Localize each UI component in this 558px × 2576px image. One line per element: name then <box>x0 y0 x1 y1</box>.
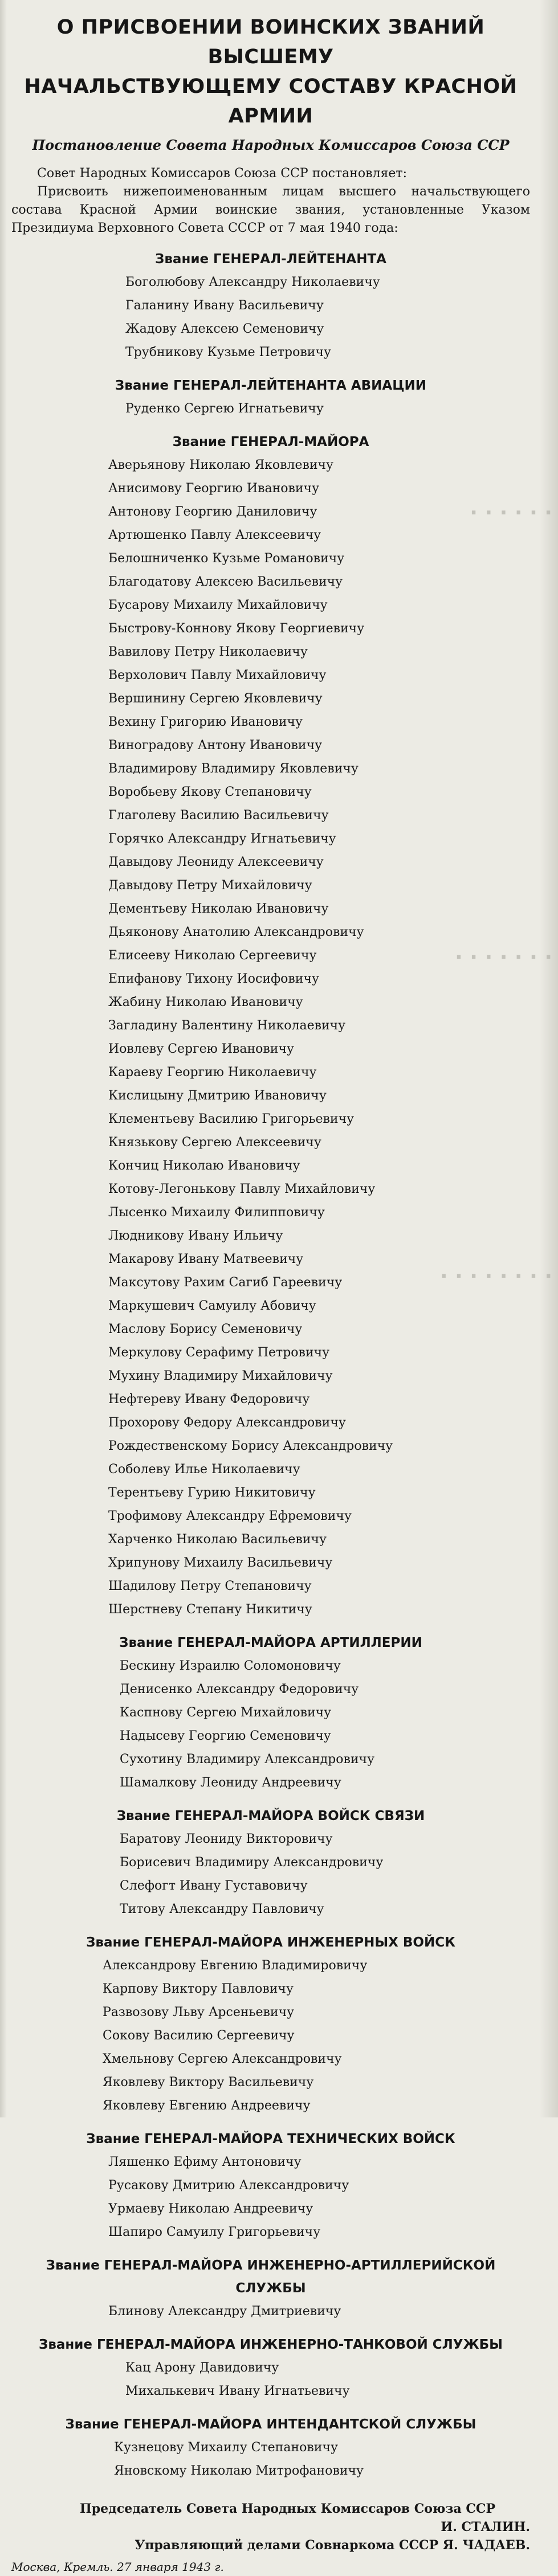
rank-section <box>11 2128 530 2244</box>
name-entry: Вершинину Сергею Яковлевичу <box>108 692 323 706</box>
name-entry: Давыдову Петру Михайловичу <box>108 878 312 893</box>
name-entry: Иовлеву Сергею Ивановичу <box>108 1042 294 1056</box>
name-list <box>11 1954 530 2117</box>
name-entry: Маркушевич Самуилу Абовичу <box>108 1299 316 1313</box>
name-list <box>11 2150 530 2244</box>
name-entry: Горячко Александру Игнатьевичу <box>108 832 336 846</box>
name-entry: Меркулову Серафиму Петровичу <box>108 1346 330 1360</box>
name-entry: Лысенко Михаилу Филипповичу <box>108 1205 325 1220</box>
name-list <box>11 1827 530 1921</box>
name-entry: Сокову Василию Сергеевичу <box>103 2029 295 2043</box>
name-list <box>11 453 530 1621</box>
name-entry: Яковлеву Евгению Андреевичу <box>103 2099 311 2113</box>
name-entry: Кончиц Николаю Ивановичу <box>108 1159 300 1173</box>
name-entry: Сухотину Владимиру Александровичу <box>120 1752 375 1767</box>
rank-section <box>11 2413 530 2483</box>
rank-heading: Звание ГЕНЕРАЛ-МАЙОРА ВОЙСК СВЯЗИ <box>116 1809 425 1823</box>
dateline: Москва, Кремль. 27 января 1943 г. <box>11 2560 224 2574</box>
name-entry: Анисимову Георгию Ивановичу <box>108 481 320 496</box>
name-entry: Надысеву Георгию Семеновичу <box>120 1729 331 1743</box>
name-entry: Шамалкову Леониду Андреевичу <box>120 1776 341 1790</box>
rank-heading: Звание ГЕНЕРАЛ-МАЙОРА ИНТЕНДАНТСКОЙ СЛУЖБЫ <box>65 2417 476 2432</box>
name-entry: Александрову Евгению Владимировичу <box>103 1958 368 1973</box>
name-list <box>11 2300 530 2323</box>
intro <box>11 165 530 238</box>
name-entry: Терентьеву Гурию Никитовичу <box>108 1486 316 1500</box>
rank-section <box>11 431 530 1621</box>
bleed-through-text: · · · · · · · · <box>439 1265 552 1288</box>
name-entry: Людникову Ивану Ильичу <box>108 1229 283 1243</box>
signoff <box>11 2500 530 2576</box>
rank-heading: Звание ГЕНЕРАЛ-МАЙОРА ИНЖЕНЕРНО-ТАНКОВОЙ СЛУЖБЫ <box>38 2337 503 2352</box>
name-entry: Дьяконову Анатолию Александровичу <box>108 925 364 939</box>
name-entry: Карпову Виктору Павловичу <box>103 1982 294 1996</box>
bleed-through-text: · · · · · · · <box>455 946 552 969</box>
rank-sections <box>11 248 530 2483</box>
rank-heading: Звание ГЕНЕРАЛ-МАЙОРА АРТИЛЛЕРИИ <box>119 1635 422 1650</box>
rank-heading: Звание ГЕНЕРАЛ-ЛЕЙТЕНАНТА <box>155 252 386 267</box>
name-entry: Трубникову Кузьме Петровичу <box>125 345 331 359</box>
name-entry: Блинову Александру Дмитриевичу <box>108 2304 341 2319</box>
name-entry: Максутову Рахим Сагиб Гареевичу <box>108 1275 343 1290</box>
name-entry: Благодатову Алексею Васильевичу <box>108 575 343 589</box>
name-entry: Быстрову-Коннову Якову Георгиевичу <box>108 621 365 636</box>
intro-paragraph: Совет Народных Комиссаров Союза ССР постановляет: <box>37 166 407 181</box>
chairman-title: Председатель Совета Народных Комиссаров Союза ССР <box>80 2501 495 2516</box>
name-entry: Яковлеву Виктору Васильевичу <box>103 2075 314 2090</box>
name-entry: Князькову Сергею Алексеевичу <box>108 1135 321 1150</box>
name-entry: Баратову Леониду Викторовичу <box>120 1832 333 1846</box>
name-entry: Дементьеву Николаю Ивановичу <box>108 902 329 916</box>
name-entry: Галанину Ивану Васильевичу <box>125 299 324 313</box>
name-entry: Руденко Сергею Игнатьевичу <box>125 402 324 416</box>
name-entry: Титову Александру Павловичу <box>120 1902 324 1916</box>
name-entry: Караеву Георгию Николаевичу <box>108 1065 317 1080</box>
name-entry: Вехину Григорию Ивановичу <box>108 715 303 729</box>
name-entry: Воробьеву Якову Степановичу <box>108 785 312 799</box>
name-entry: Кац Арону Давидовичу <box>125 2361 279 2375</box>
name-entry: Денисенко Александру Федоровичу <box>120 1682 359 1696</box>
name-entry: Хмельнову Сергею Александровичу <box>103 2052 342 2066</box>
name-entry: Макарову Ивану Матвеевичу <box>108 1252 304 1266</box>
headline-line-1: О ПРИСВОЕНИИ ВОИНСКИХ ЗВАНИЙ ВЫСШЕМУ <box>56 16 485 68</box>
name-entry: Кислицыну Дмитрию Ивановичу <box>108 1089 327 1103</box>
name-entry: Урмаеву Николаю Андреевичу <box>108 2202 313 2216</box>
rank-section <box>11 2254 530 2323</box>
name-entry: Развозову Льву Арсеньевичу <box>103 2005 295 2019</box>
name-list <box>11 2356 530 2403</box>
name-entry: Аверьянову Николаю Яковлевичу <box>108 458 334 472</box>
rank-section <box>11 2333 530 2403</box>
name-entry: Михалькевич Ивану Игнатьевичу <box>125 2384 350 2398</box>
rank-section <box>11 1805 530 1921</box>
adjacent-column-edge-left <box>0 0 7 2117</box>
name-entry: Слефогт Ивану Густавовичу <box>120 1879 308 1893</box>
name-entry: Мухину Владимиру Михайловичу <box>108 1369 333 1383</box>
name-entry: Ляшенко Ефиму Антоновичу <box>108 2155 302 2169</box>
name-entry: Бусарову Михаилу Михайловичу <box>108 598 328 612</box>
rank-heading: Звание ГЕНЕРАЛ-МАЙОРА <box>172 435 369 449</box>
name-entry: Давыдову Леониду Алексеевичу <box>108 855 324 869</box>
name-entry: Харченко Николаю Васильевичу <box>108 1532 327 1547</box>
chairman-name: И. СТАЛИН. <box>441 2520 530 2534</box>
bleed-through-text: · · · · · · <box>470 501 552 525</box>
name-entry: Рождественскому Борису Александровичу <box>108 1439 393 1453</box>
name-list <box>11 397 530 420</box>
name-entry: Артюшенко Павлу Алексеевичу <box>108 528 321 542</box>
name-entry: Прохорову Федору Александровичу <box>108 1416 346 1430</box>
name-entry: Глаголеву Василию Васильевичу <box>108 808 329 823</box>
name-entry: Боголюбову Александру Николаевичу <box>125 275 380 289</box>
name-entry: Маслову Борису Семеновичу <box>108 1322 303 1336</box>
name-list <box>11 271 530 364</box>
name-entry: Антонову Георгию Даниловичу <box>108 505 317 519</box>
name-entry: Борисевич Владимиру Александровичу <box>120 1855 384 1870</box>
name-entry: Русакову Дмитрию Александровичу <box>108 2178 349 2193</box>
name-list <box>11 2436 530 2483</box>
name-entry: Жадову Алексею Семеновичу <box>125 322 324 336</box>
name-entry: Шапиро Самуилу Григорьевичу <box>108 2225 321 2239</box>
rank-section <box>11 1931 530 2117</box>
name-entry: Клементьеву Василию Григорьевичу <box>108 1112 355 1126</box>
rank-section <box>11 248 530 364</box>
name-entry: Виноградову Антону Ивановичу <box>108 738 323 753</box>
name-entry: Белошниченко Кузьме Романовичу <box>108 551 345 566</box>
name-entry: Шерстневу Степану Никитичу <box>108 1602 312 1617</box>
rank-section <box>11 1632 530 1794</box>
rank-section <box>11 374 530 420</box>
subhead: Постановление Совета Народных Комиссаров Союза ССР <box>32 137 510 153</box>
name-entry: Верхолович Павлу Михайловичу <box>108 668 327 682</box>
name-entry: Владимирову Владимиру Яковлевичу <box>108 762 359 776</box>
name-entry: Яновскому Николаю Митрофановичу <box>114 2464 364 2478</box>
headline-line-2: НАЧАЛЬСТВУЮЩЕМУ СОСТАВУ КРАСНОЙ АРМИИ <box>24 75 518 128</box>
name-entry: Елисееву Николаю Сергеевичу <box>108 948 317 963</box>
name-entry: Котову-Легонькову Павлу Михайловичу <box>108 1182 376 1196</box>
name-entry: Нефтереву Ивану Федоровичу <box>108 1392 310 1406</box>
name-entry: Шадилову Петру Степановичу <box>108 1579 312 1593</box>
rank-heading: Звание ГЕНЕРАЛ-МАЙОРА ИНЖЕНЕРНО-АРТИЛЛЕРИЙСКОЙ СЛУЖБЫ <box>46 2258 496 2296</box>
name-entry: Трофимову Александру Ефремовичу <box>108 1509 352 1523</box>
name-entry: Хрипунову Михаилу Васильевичу <box>108 1556 333 1570</box>
name-entry: Каспнову Сергею Михайловичу <box>120 1706 332 1720</box>
adjacent-column-edge-right <box>540 0 558 2117</box>
article <box>11 0 530 2576</box>
rank-heading: Звание ГЕНЕРАЛ-МАЙОРА ИНЖЕНЕРНЫХ ВОЙСК <box>86 1935 455 1950</box>
manager-line: Управляющий делами Совнаркома СССР Я. ЧАДАЕВ. <box>135 2538 530 2553</box>
name-entry: Епифанову Тихону Иосифовичу <box>108 972 319 986</box>
rank-heading: Звание ГЕНЕРАЛ-ЛЕЙТЕНАНТА АВИАЦИИ <box>115 378 427 393</box>
headline <box>11 0 530 131</box>
name-entry: Бескину Израилю Соломоновичу <box>120 1659 341 1673</box>
name-entry: Вавилову Петру Николаевичу <box>108 645 308 659</box>
intro-paragraph: Присвоить нижепоименованным лицам высшего начальствующего состава Красной Армии воинские звания, установленные Указом Президиума Верховного Совета СССР от 7 мая 1940 года: <box>11 185 530 235</box>
rank-heading: Звание ГЕНЕРАЛ-МАЙОРА ТЕХНИЧЕСКИХ ВОЙСК <box>86 2132 455 2146</box>
name-entry: Соболеву Илье Николаевичу <box>108 1462 300 1477</box>
name-entry: Кузнецову Михаилу Степановичу <box>114 2440 338 2455</box>
name-entry: Жабину Николаю Ивановичу <box>108 995 303 1009</box>
name-list <box>11 1654 530 1794</box>
name-entry: Загладину Валентину Николаевичу <box>108 1019 346 1033</box>
